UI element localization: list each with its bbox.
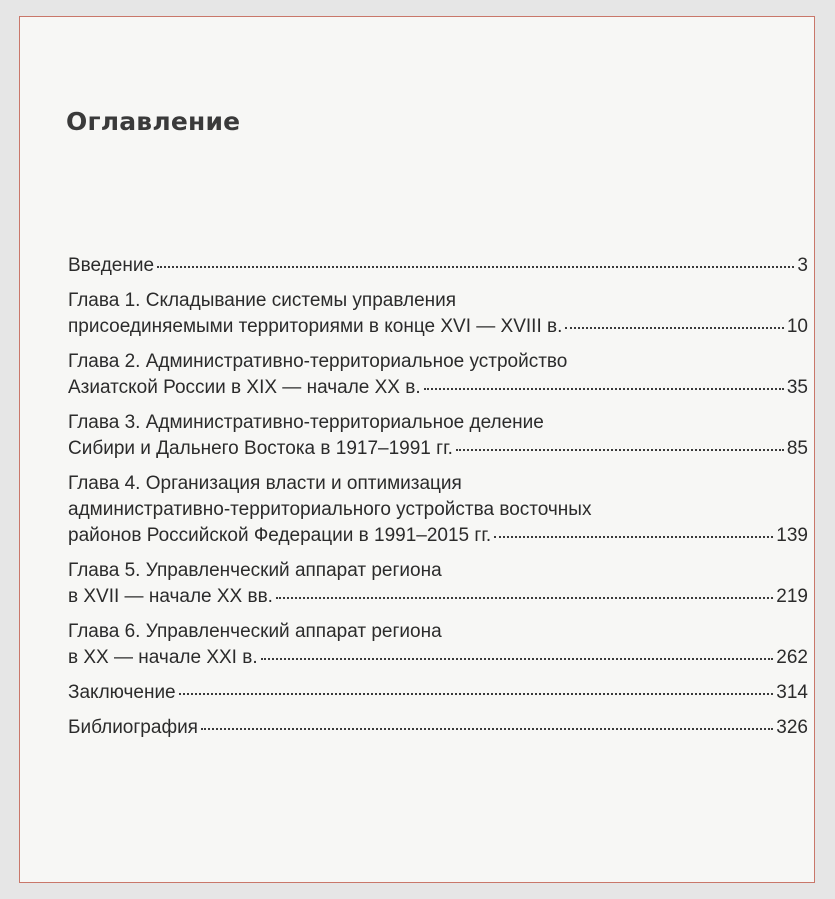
table-of-contents bbox=[68, 253, 808, 750]
toc-page-number: 314 bbox=[776, 682, 808, 703]
dot-leader bbox=[201, 727, 773, 730]
toc-entry-chapter-5 bbox=[68, 558, 808, 610]
dot-leader bbox=[456, 448, 784, 451]
toc-entry-title-cont: Сибири и Дальнего Востока в 1917–1991 гг. bbox=[68, 438, 453, 459]
toc-entry-conclusion bbox=[68, 680, 808, 706]
toc-page-number: 262 bbox=[776, 647, 808, 668]
toc-page-number: 10 bbox=[786, 316, 808, 337]
toc-page-number: 85 bbox=[786, 438, 808, 459]
toc-page-number: 326 bbox=[776, 717, 808, 738]
book-page bbox=[19, 16, 815, 883]
toc-entry-chapter-6 bbox=[68, 619, 808, 671]
toc-entry-title: Глава 5. Управленческий аппарат региона bbox=[68, 560, 442, 581]
toc-entry-title-cont: административно-территориального устройства восточных bbox=[68, 499, 592, 520]
toc-entry-chapter-3 bbox=[68, 410, 808, 462]
toc-entry-chapter-1 bbox=[68, 288, 808, 340]
dot-leader bbox=[494, 535, 773, 538]
toc-entry-title: Заключение bbox=[68, 682, 176, 703]
toc-entry-title: Глава 3. Административно-территориальное деление bbox=[68, 412, 544, 433]
toc-page-number: 139 bbox=[776, 525, 808, 546]
toc-entry-title-cont: в XVII — начале XX вв. bbox=[68, 586, 273, 607]
toc-entry-title-cont: районов Российской Федерации в 1991–2015 гг. bbox=[68, 525, 492, 546]
toc-entry-chapter-2 bbox=[68, 349, 808, 401]
dot-leader bbox=[565, 326, 783, 329]
toc-entry-chapter-4 bbox=[68, 471, 808, 549]
toc-entry-title: Глава 4. Организация власти и оптимизация bbox=[68, 473, 462, 494]
toc-entry-title-cont: Азиатской России в XIX — начале XX в. bbox=[68, 377, 421, 398]
toc-entry-title: Библиография bbox=[68, 717, 198, 738]
page-title: Оглавление bbox=[66, 107, 241, 136]
dot-leader bbox=[424, 387, 784, 390]
toc-entry-bibliography bbox=[68, 715, 808, 741]
toc-entry-title-cont: присоединяемыми территориями в конце XVI — XVIII в. bbox=[68, 316, 563, 337]
toc-entry-introduction bbox=[68, 253, 808, 279]
toc-page-number: 3 bbox=[797, 255, 808, 276]
dot-leader bbox=[157, 265, 794, 268]
dot-leader bbox=[261, 657, 774, 660]
toc-entry-title: Введение bbox=[68, 255, 155, 276]
toc-entry-title-cont: в XX — начале XXI в. bbox=[68, 647, 258, 668]
toc-entry-title: Глава 6. Управленческий аппарат региона bbox=[68, 621, 442, 642]
toc-page-number: 35 bbox=[786, 377, 808, 398]
toc-entry-title: Глава 2. Административно-территориальное устройство bbox=[68, 351, 568, 372]
toc-entry-title: Глава 1. Складывание системы управления bbox=[68, 290, 457, 311]
dot-leader bbox=[276, 596, 773, 599]
dot-leader bbox=[179, 692, 774, 695]
toc-page-number: 219 bbox=[776, 586, 808, 607]
